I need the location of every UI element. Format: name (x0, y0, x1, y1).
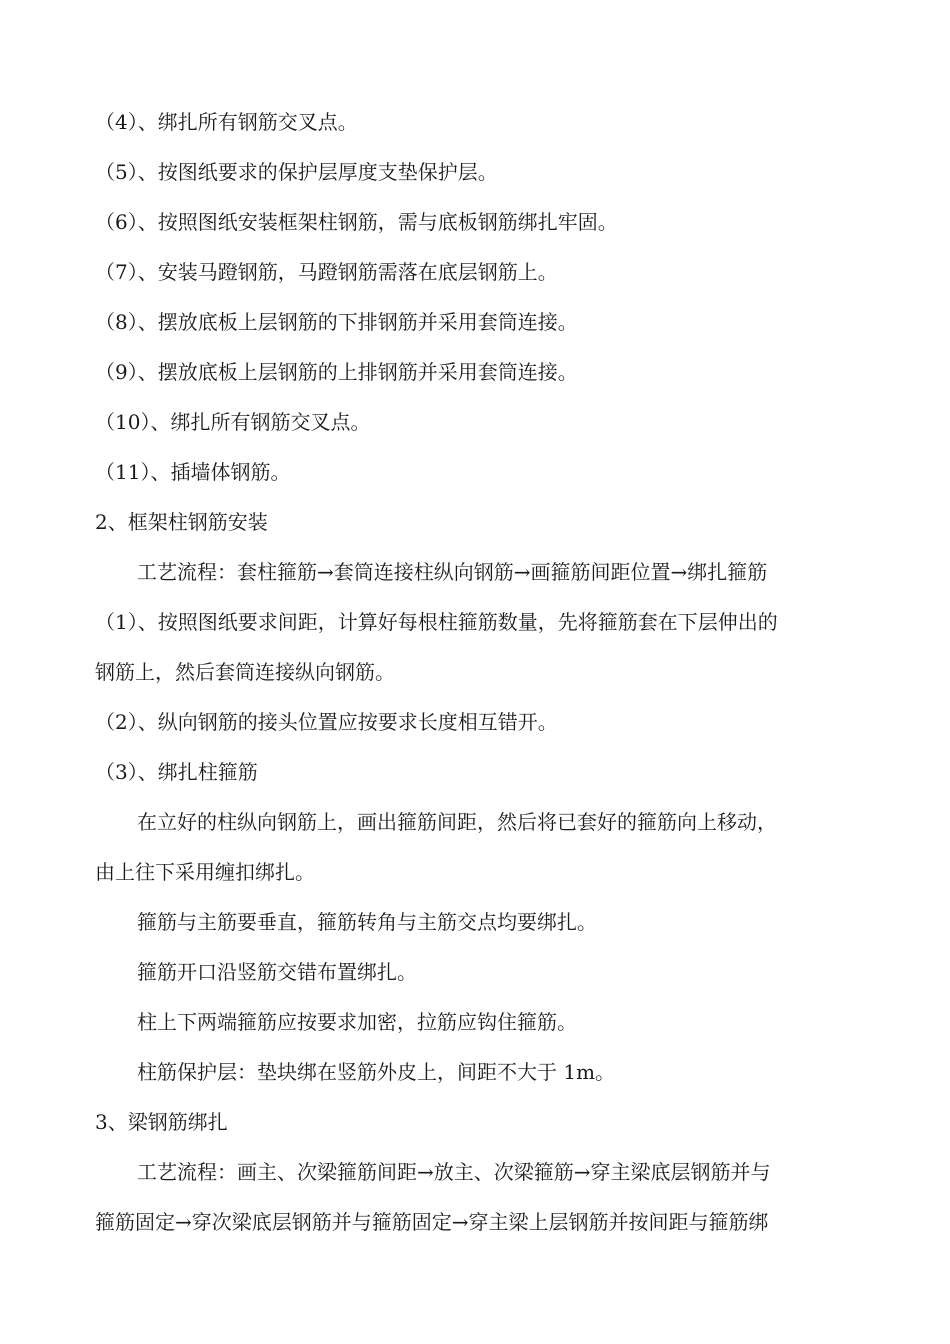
paragraph-line: （1）、按照图纸要求间距，计算好每根柱箍筋数量，先将箍筋套在下层伸出的 (95, 610, 778, 634)
paragraph-line: 柱筋保护层：垫块绑在竖筋外皮上，间距不大于 1m。 (137, 1060, 616, 1084)
paragraph-line: 柱上下两端箍筋应按要求加密，拉筋应钩住箍筋。 (137, 1010, 577, 1034)
process-flow-2: 工艺流程：套柱箍筋→套筒连接柱纵向钢筋→画箍筋间距位置→绑扎箍筋 (137, 560, 768, 584)
subheading-stirrups: （3）、绑扎柱箍筋 (95, 760, 258, 784)
list-item-11: （11）、插墙体钢筋。 (95, 460, 291, 484)
list-item-6: （6）、按照图纸安装框架柱钢筋，需与底板钢筋绑扎牢固。 (95, 210, 618, 234)
paragraph-line: 箍筋开口沿竖筋交错布置绑扎。 (137, 960, 417, 984)
section-heading-2: 2、框架柱钢筋安装 (95, 510, 268, 534)
list-item-10: （10）、绑扎所有钢筋交叉点。 (95, 410, 371, 434)
paragraph-line: 钢筋上，然后套筒连接纵向钢筋。 (95, 660, 395, 684)
paragraph-line: 在立好的柱纵向钢筋上，画出箍筋间距，然后将已套好的箍筋向上移动， (137, 810, 777, 834)
paragraph-line: 箍筋固定→穿次梁底层钢筋并与箍筋固定→穿主梁上层钢筋并按间距与箍筋绑 (95, 1210, 769, 1234)
paragraph-line: （2）、纵向钢筋的接头位置应按要求长度相互错开。 (95, 710, 558, 734)
list-item-8: （8）、摆放底板上层钢筋的下排钢筋并采用套筒连接。 (95, 310, 578, 334)
paragraph-line: 箍筋与主筋要垂直，箍筋转角与主筋交点均要绑扎。 (137, 910, 597, 934)
list-item-5: （5）、按图纸要求的保护层厚度支垫保护层。 (95, 160, 498, 184)
section-heading-3: 3、梁钢筋绑扎 (95, 1110, 228, 1134)
list-item-7: （7）、安装马蹬钢筋，马蹬钢筋需落在底层钢筋上。 (95, 260, 558, 284)
process-flow-3: 工艺流程：画主、次梁箍筋间距→放主、次梁箍筋→穿主梁底层钢筋并与 (137, 1160, 771, 1184)
list-item-9: （9）、摆放底板上层钢筋的上排钢筋并采用套筒连接。 (95, 360, 578, 384)
paragraph-line: 由上往下采用缠扣绑扎。 (95, 860, 315, 884)
list-item-4: （4）、绑扎所有钢筋交叉点。 (95, 110, 358, 134)
